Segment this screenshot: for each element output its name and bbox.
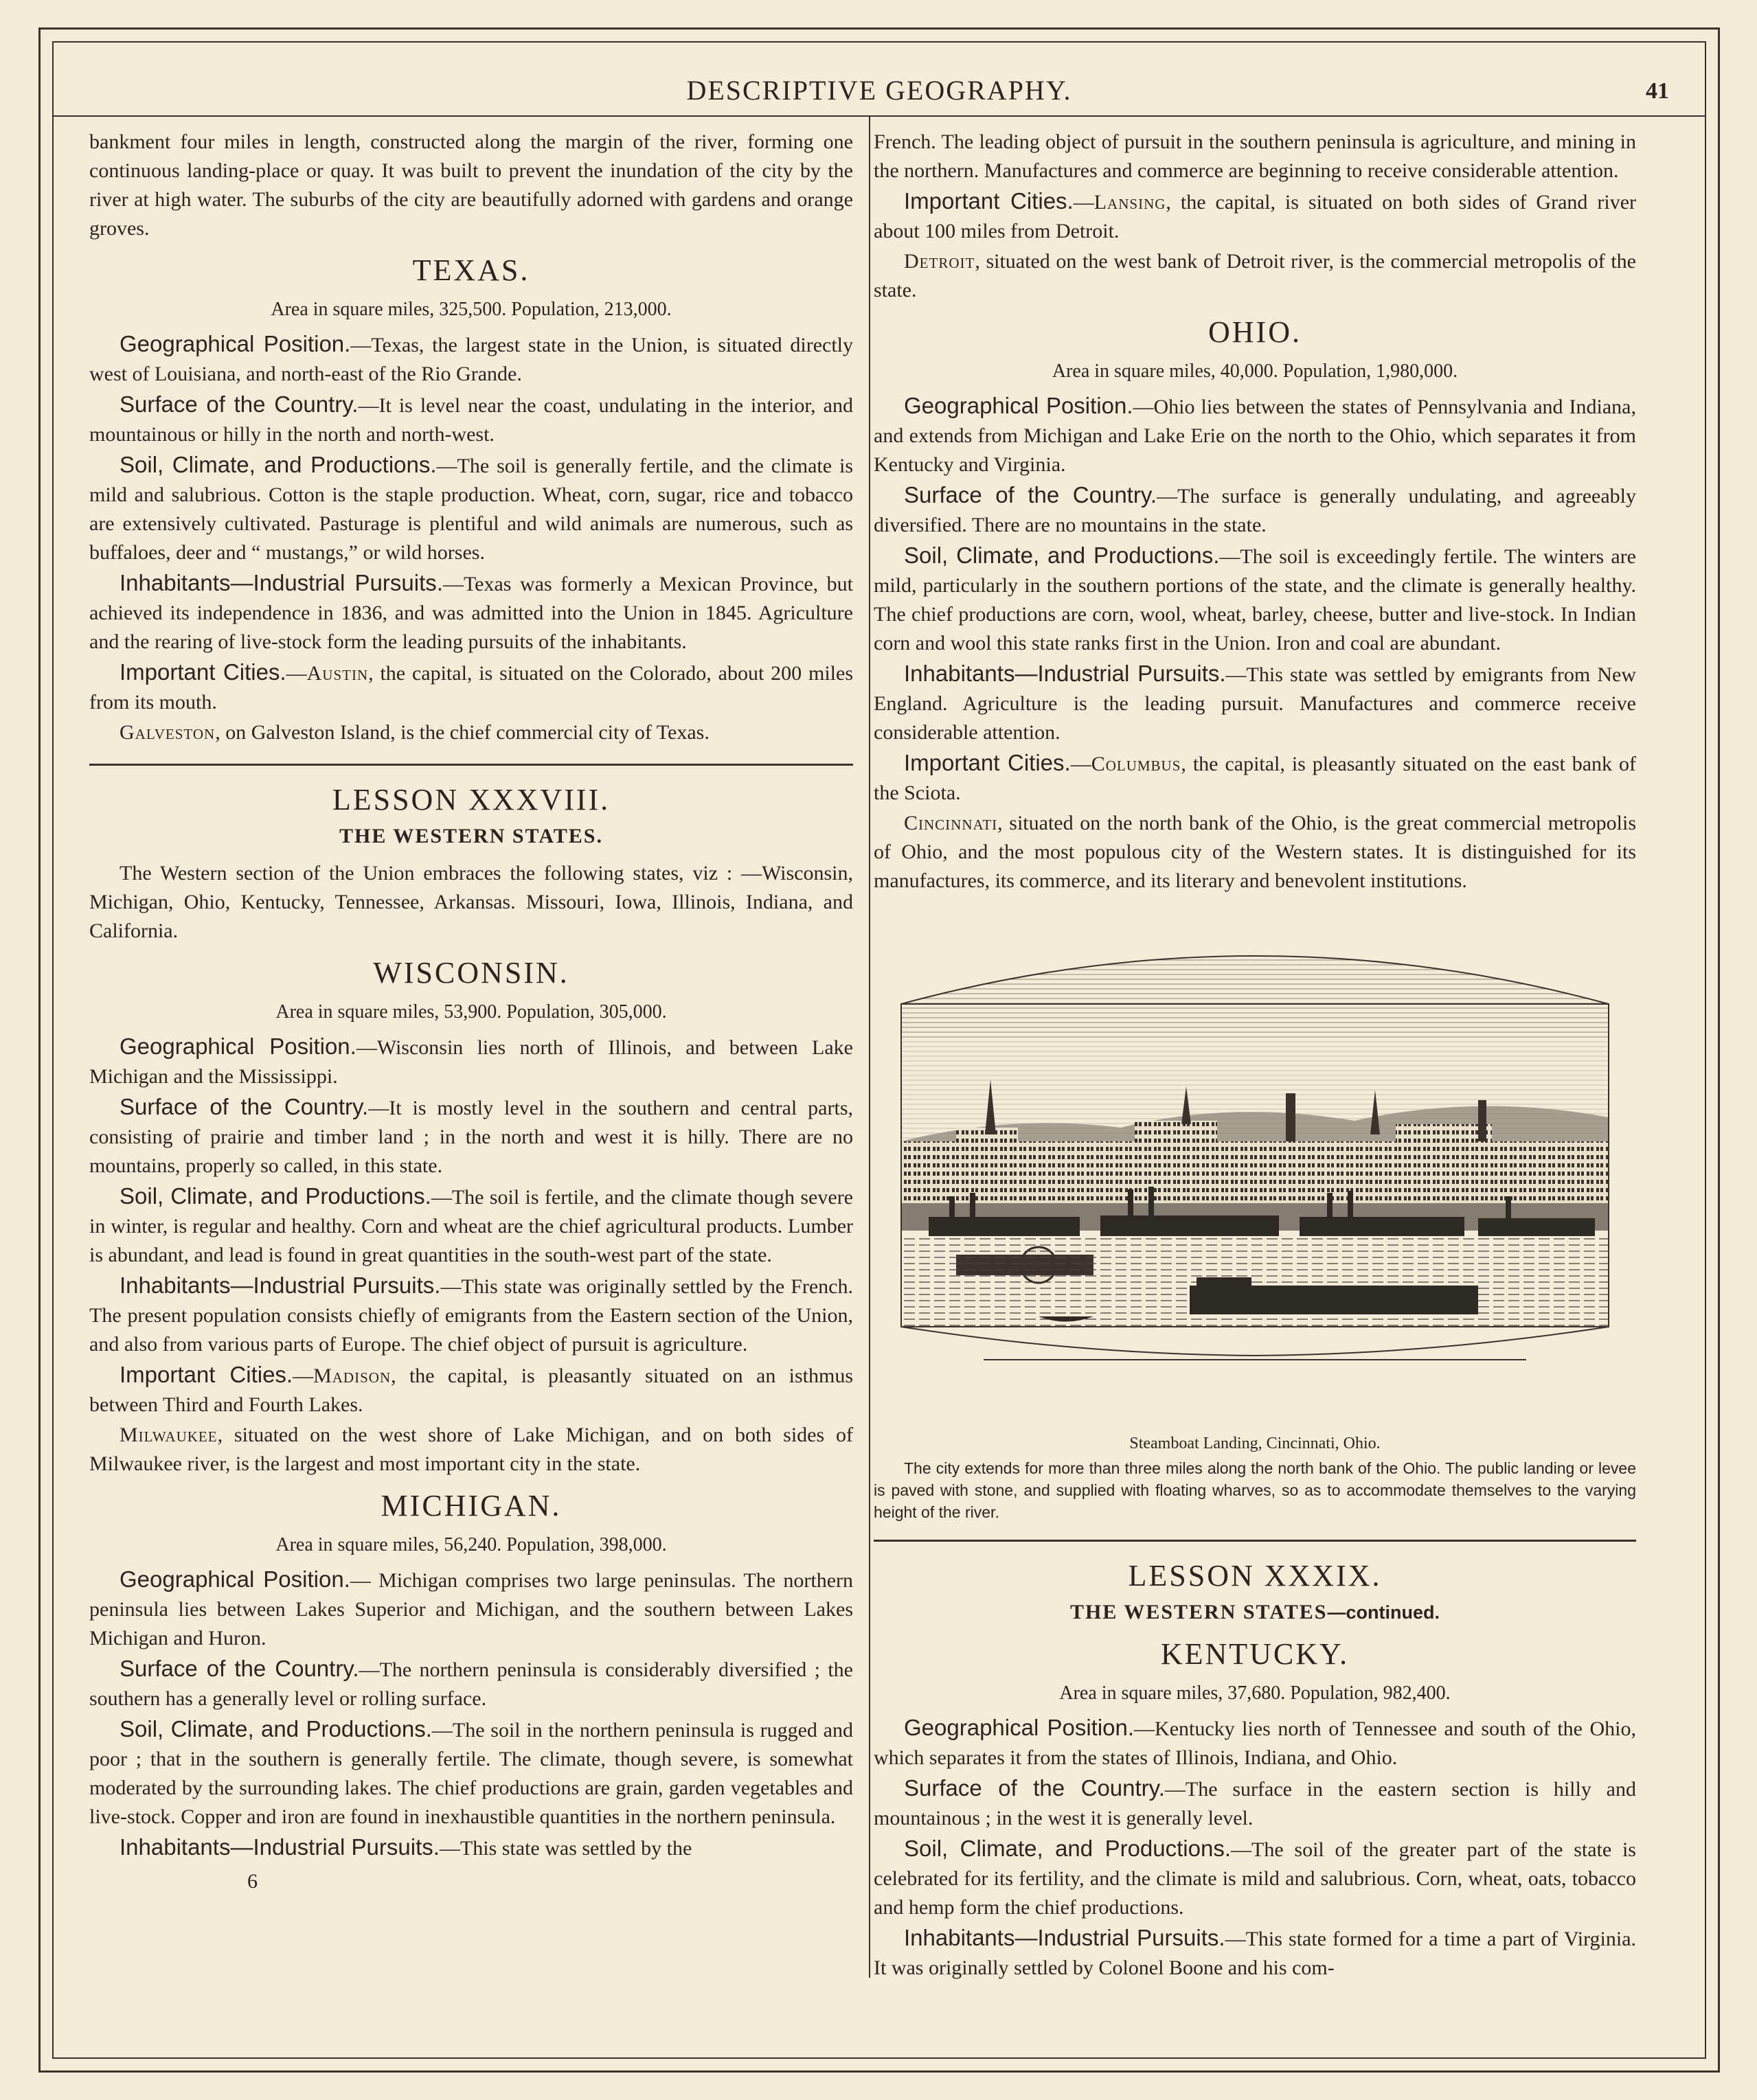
- paragraph-text: —The northern peninsula is considerably diversified ; the southern has a generally level or rolling surface.: [89, 1658, 853, 1710]
- paragraph-text: —It is mostly level in the southern and central parts, consisting of prairie and timber land ; in the north and west it is hilly. There are no mountains, properly so called, in this state.: [89, 1097, 853, 1177]
- texas-inhabitants-paragraph: [89, 569, 853, 657]
- paragraph-text: , the capital, is situated on the Colorado, about 200 miles from its mouth.: [89, 662, 853, 714]
- running-title: DESCRIPTIVE GEOGRAPHY.: [686, 75, 1072, 106]
- paragraph-text: —The soil is generally fertile, and the climate is mild and salubrious. Cotton is the staple production. Wheat, corn, sugar, rice and tobacco are extensively cultivated. Pasturage is plentiful and wild animals are numerous, such as buffaloes, deer and “ mustangs,” or wild horses.: [89, 455, 853, 564]
- lead-heading: Surface of the Country.: [120, 1094, 369, 1119]
- header-rule: [52, 115, 1706, 117]
- state-title-texas: TEXAS.: [412, 253, 530, 287]
- stats-wisconsin: Area in square miles, 53,900. Population, 305,000.: [275, 1001, 667, 1023]
- city-name: Lansing: [1093, 191, 1166, 214]
- stats-texas: Area in square miles, 325,500. Population, 213,000.: [271, 299, 672, 320]
- paragraph-text: —The soil in the northern peninsula is rugged and poor ; that in the southern is generally fertile. The climate, though severe, is somewhat moderated by the surrounding lakes. The chief productions are grain, garden vegetables and live-stock. Copper and iron are found in inexhaustible quantities in the northern peninsula.: [89, 1719, 853, 1828]
- subtitle-text: THE WESTERN STATES: [1070, 1601, 1328, 1623]
- texas-cities-paragraph: [89, 658, 853, 717]
- lead-heading: Soil, Climate, and Productions.: [120, 1183, 431, 1209]
- lead-heading: Soil, Climate, and Productions.: [904, 1836, 1231, 1861]
- texas-galveston-paragraph: [89, 718, 853, 747]
- kentucky-soil-paragraph: [874, 1834, 1636, 1922]
- state-title-ohio: OHIO.: [1208, 315, 1302, 349]
- lead-heading: Surface of the Country.: [904, 1775, 1165, 1801]
- signature-mark: 6: [247, 1870, 258, 1893]
- paragraph-text: , situated on the west shore of Lake Michigan, and on both sides of Milwaukee river, is the largest and most important city in the state.: [89, 1424, 853, 1475]
- lead-heading: Important Cities.: [904, 188, 1074, 214]
- lead-heading: Inhabitants—Industrial Pursuits.: [904, 661, 1226, 686]
- lead-heading: Important Cities.: [904, 750, 1071, 775]
- paragraph-text: —Kentucky lies north of Tennessee and south of the Ohio, which separates it from the states of Illinois, Indiana, and Ohio.: [874, 1717, 1636, 1769]
- lesson-separator: [89, 764, 853, 766]
- paragraph-text: —This state was settled by the: [439, 1837, 692, 1860]
- wisconsin-cities-paragraph: [89, 1360, 853, 1419]
- paragraph-text: —Texas was formerly a Mexican Province, but achieved its independence in 1836, and was admitted into the Union in 1845. Agriculture and the rearing of live-stock form the leading pursuits of the inhabitants.: [89, 573, 853, 653]
- paragraph-text: —The surface in the eastern section is hilly and mountainous ; in the west it is generally level.: [874, 1778, 1636, 1829]
- dash: —: [1073, 191, 1094, 214]
- ohio-geo-paragraph: [874, 391, 1636, 479]
- paragraph-text: , situated on the west bank of Detroit river, is the commercial metropolis of the state.: [874, 250, 1636, 301]
- paragraph-text: — Michigan comprises two large peninsulas. The northern peninsula lies between Lakes Superior and Michigan, and the southern between Lakes Michigan and Huron.: [89, 1569, 853, 1650]
- ohio-cities-paragraph: [874, 749, 1636, 808]
- paragraph-text: —The surface is generally undulating, and agreeably diversified. There are no mountains in the state.: [874, 485, 1636, 536]
- stats-kentucky: Area in square miles, 37,680. Population, 982,400.: [1059, 1682, 1451, 1704]
- lead-heading: Soil, Climate, and Productions.: [120, 452, 437, 477]
- paragraph-text: —It is level near the coast, undulating in the interior, and mountainous or hilly in the north and north-west.: [89, 394, 853, 446]
- intro-paragraph: bankment four miles in length, constructed along the margin of the river, forming one continuous landing-place or quay. It was built to prevent the inundation of the city by the river at high water. The suburbs of the city are beautifully adorned with gardens and orange groves.: [89, 130, 853, 240]
- michigan-soil-paragraph: [89, 1715, 853, 1831]
- lead-heading: Inhabitants—Industrial Pursuits.: [120, 1272, 441, 1298]
- wisconsin-inhabitants-paragraph: [89, 1271, 853, 1359]
- steamboat-landing-engraving: [874, 915, 1636, 1430]
- detroit-paragraph: [874, 247, 1636, 305]
- michigan-cities-paragraph: [874, 187, 1636, 246]
- subtitle-continued: —continued.: [1327, 1602, 1440, 1623]
- lead-heading: Soil, Climate, and Productions.: [904, 543, 1220, 568]
- lead-heading: Geographical Position.: [120, 1566, 350, 1592]
- lead-heading: Inhabitants—Industrial Pursuits.: [120, 570, 443, 595]
- engraving-figure: [874, 915, 1636, 1523]
- paragraph-text: , situated on the north bank of the Ohio, is the great commercial metropolis of Ohio, and the most populous city of the Western states. It is distinguished for its manufactures, its commerce, and its literary and benevolent institutions.: [874, 812, 1636, 892]
- paragraph-text: —This state was settled by emigrants from New England. Agriculture is the leading pursuit. Manufactures and commerce receive considerable attention.: [874, 663, 1636, 744]
- city-name: Madison: [313, 1365, 392, 1387]
- paragraph-text: —This state was originally settled by the French. The present population consists chiefly of emigrants from the Eastern section of the Union, and also from various parts of Europe. The chief object of pursuit is agriculture.: [89, 1275, 853, 1356]
- texas-soil-paragraph: [89, 450, 853, 567]
- paragraph-text: —The soil of the greater part of the state is celebrated for its fertility, and the climate is mild and salubrious. Corn, wheat, oats, tobacco and hemp form the chief productions.: [874, 1838, 1636, 1919]
- lead-heading: Geographical Position.: [904, 1715, 1135, 1740]
- stats-ohio: Area in square miles, 40,000. Population, 1,980,000.: [1052, 361, 1458, 382]
- city-name: Milwaukee: [120, 1424, 218, 1446]
- state-title-wisconsin: WISCONSIN.: [373, 956, 569, 990]
- lesson-subtitle-39: [874, 1598, 1636, 1627]
- lesson-separator: [874, 1540, 1636, 1542]
- lesson38-intro: The Western section of the Union embraces the following states, viz : —Wisconsin, Michigan, Ohio, Kentucky, Tennessee, Arkansas. Missouri, Iowa, Illinois, Indiana, and California.: [89, 862, 853, 942]
- paragraph-text: —This state formed for a time a part of Virginia. It was originally settled by Colonel Boone and his com-: [874, 1928, 1636, 1979]
- lead-heading: Inhabitants—Industrial Pursuits.: [904, 1925, 1225, 1950]
- ohio-soil-paragraph: [874, 541, 1636, 658]
- paragraph-text: —The soil is fertile, and the climate though severe in winter, is regular and healthy. Corn and wheat are the chief agricultural products. Lumber is abundant, and lead is found in great quantities in the south-west part of the state.: [89, 1186, 853, 1266]
- right-column: [874, 128, 1636, 1982]
- lesson-title-39: LESSON XXXIX.: [1128, 1559, 1382, 1593]
- page-number: 41: [1646, 78, 1669, 104]
- lesson-subtitle-38: THE WESTERN STATES.: [339, 825, 603, 847]
- running-head: [52, 66, 1706, 121]
- lead-heading: Soil, Climate, and Productions.: [120, 1716, 432, 1742]
- city-name: Austin: [306, 662, 369, 685]
- wisconsin-surface-paragraph: [89, 1093, 853, 1180]
- kentucky-geo-paragraph: [874, 1713, 1636, 1772]
- texas-surface-paragraph: [89, 390, 853, 449]
- left-column: [89, 128, 853, 1982]
- ohio-cincinnati-paragraph: [874, 809, 1636, 895]
- lead-heading: Geographical Position.: [904, 393, 1133, 418]
- dash: —: [286, 662, 307, 685]
- ohio-inhabitants-paragraph: [874, 659, 1636, 747]
- michigan-inhabitants-paragraph: [89, 1833, 853, 1863]
- kentucky-surface-paragraph: [874, 1774, 1636, 1833]
- sky: [901, 915, 1609, 1332]
- dash: —: [293, 1365, 314, 1387]
- lesson-title-38: LESSON XXXVIII.: [332, 783, 611, 817]
- lead-heading: Geographical Position.: [120, 331, 351, 356]
- city-name: Columbus: [1091, 753, 1181, 775]
- paragraph-text: , the capital, is pleasantly situated on an isthmus between Third and Fourth Lakes.: [89, 1365, 853, 1416]
- wisconsin-soil-paragraph: [89, 1182, 853, 1270]
- paragraph-text: , the capital, is situated on both sides of Grand river about 100 miles from Detroit.: [874, 191, 1636, 242]
- state-title-michigan: MICHIGAN.: [381, 1489, 562, 1522]
- figure-title: Steamboat Landing, Cincinnati, Ohio.: [1129, 1435, 1381, 1452]
- state-title-kentucky: KENTUCKY.: [1160, 1637, 1350, 1671]
- column-divider: [869, 117, 870, 1978]
- paragraph-text: —The soil is exceedingly fertile. The winters are mild, particularly in the southern portions of the state, and the climate is generally healthy. The chief productions are corn, wool, wheat, barley, cheese, butter and live-stock. In Indian corn and wool this state ranks first in the Union. Iron and coal are abundant.: [874, 545, 1636, 654]
- texas-geo-paragraph: [89, 330, 853, 389]
- intro-paragraph: French. The leading object of pursuit in the southern peninsula is agriculture, and mining in the northern. Manufactures and commerce are beginning to receive considerable attention.: [874, 130, 1636, 182]
- city-name: Cincinnati: [904, 812, 998, 834]
- lead-heading: Geographical Position.: [120, 1034, 356, 1059]
- lead-heading: Important Cities.: [120, 1362, 293, 1387]
- city-name: Detroit: [904, 250, 975, 273]
- michigan-surface-paragraph: [89, 1654, 853, 1713]
- lead-heading: Surface of the Country.: [120, 1656, 359, 1681]
- lead-heading: Surface of the Country.: [904, 482, 1157, 507]
- wisconsin-geo-paragraph: [89, 1032, 853, 1091]
- paragraph-text: , on Galveston Island, is the chief commercial city of Texas.: [215, 721, 710, 744]
- paragraph-text: , the capital, is pleasantly situated on the east bank of the Sciota.: [874, 753, 1636, 804]
- dash: —: [1070, 753, 1091, 775]
- stats-michigan: Area in square miles, 56,240. Population, 398,000.: [275, 1534, 667, 1555]
- paragraph-text: —Ohio lies between the states of Pennsylvania and Indiana, and extends from Michigan and Lake Erie on the north to the Ohio, which separates it from Kentucky and Virginia.: [874, 396, 1636, 476]
- ohio-surface-paragraph: [874, 481, 1636, 540]
- michigan-geo-paragraph: [89, 1565, 853, 1653]
- lead-heading: Inhabitants—Industrial Pursuits.: [120, 1834, 440, 1860]
- lead-heading: Important Cities.: [120, 659, 286, 685]
- paragraph-text: —Wisconsin lies north of Illinois, and between Lake Michigan and the Mississippi.: [89, 1036, 853, 1088]
- lead-heading: Surface of the Country.: [120, 391, 359, 417]
- paragraph-text: —Texas, the largest state in the Union, is situated directly west of Louisiana, and north-east of the Rio Grande.: [89, 334, 853, 385]
- wisconsin-milwaukee-paragraph: [89, 1421, 853, 1479]
- kentucky-inhabitants-paragraph: [874, 1924, 1636, 1982]
- figure-caption: The city extends for more than three miles along the north bank of the Ohio. The public landing or levee is paved with stone, and supplied with floating wharves, so as to accommodate themselves to the varying height of the river.: [874, 1459, 1636, 1521]
- city-name: Galveston: [120, 721, 216, 744]
